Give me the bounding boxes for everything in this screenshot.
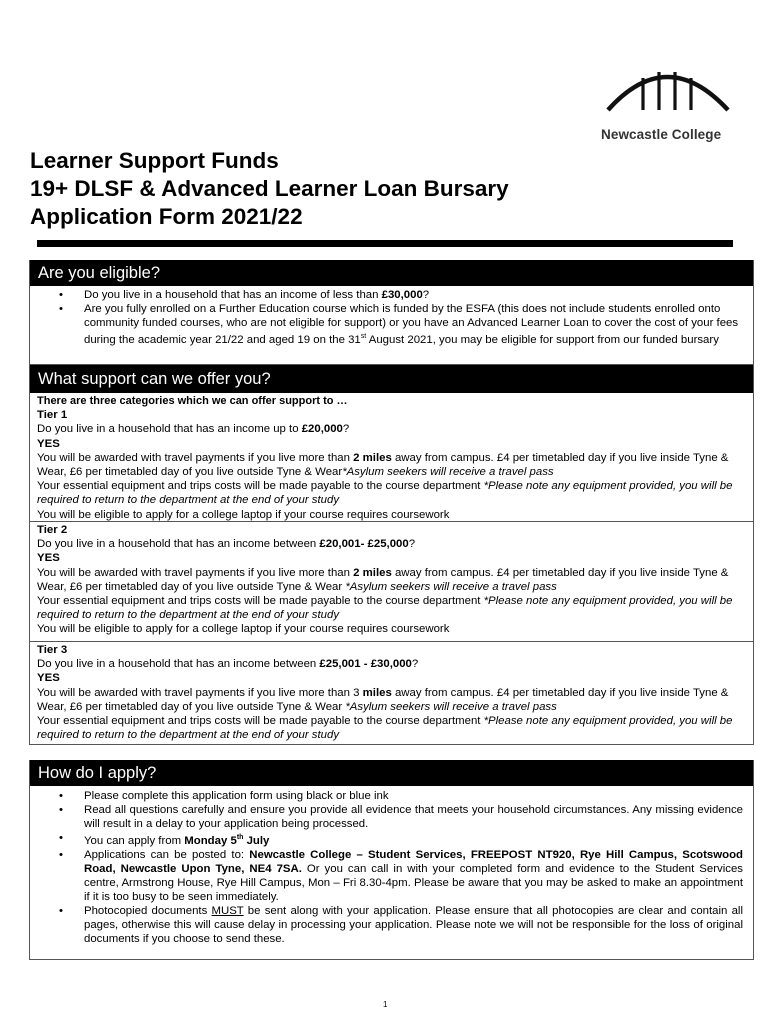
- eligibility-heading: Are you eligible?: [30, 260, 753, 286]
- tier-travel-text: You will be awarded with travel payments if you live more than 2 miles away from campus. £4 per timetabled day if you live inside Tyne & Wear, £6 per timetabled day of you live outside Tyne & Wear *Asylum seekers will receive a travel pass: [37, 566, 729, 593]
- tier-yes: YES: [37, 437, 60, 450]
- title-rule: [37, 240, 733, 247]
- tier-1-block: [30, 393, 753, 521]
- list-item: • Read all questions carefully and ensure you provide all evidence that meets your household circumstances. Any missing evidence will result in a delay to your application being processed.: [30, 803, 753, 831]
- list-item: • Are you fully enrolled on a Further Education course which is funded by the ESFA (this does not include students enrolled onto community funded courses, who are not eligible for support) or you have an Advanced Learner Loan to cover the cost of your fees during the academic year 21/22 and aged 19 on the 31st August 2021, you may be eligible for support from our funded bursary: [30, 302, 753, 347]
- title-line-1: Learner Support Funds: [30, 148, 279, 173]
- list-item: • You can apply from Monday 5th July: [30, 831, 753, 848]
- tier-laptop-text: You will be eligible to apply for a college laptop if your course requires coursework: [37, 623, 450, 636]
- tier-equipment-text: Your essential equipment and trips costs will be made payable to the course department *Please note any equipment provided, you will be required to return to the department at the end of your study: [37, 595, 733, 622]
- newcastle-college-logo: [598, 58, 740, 146]
- tier-name: Tier 1: [37, 409, 68, 422]
- tier-yes: YES: [37, 672, 60, 685]
- tier-name: Tier 2: [37, 524, 68, 536]
- eligibility-list: [30, 286, 753, 347]
- support-heading: What support can we offer you?: [30, 365, 753, 393]
- tier-question: Do you live in a household that has an income between £25,001 - £30,000?: [37, 658, 419, 671]
- logo-text: Newcastle College: [601, 127, 722, 142]
- page-title: [30, 147, 509, 231]
- apply-list: [30, 786, 753, 946]
- tier-travel-text: You will be awarded with travel payments if you live more than 2 miles away from campus. £4 per timetabled day if you live inside Tyne & Wear, £6 per timetabled day of you live outside Tyne & Wear*Asylum seekers will receive a travel pass: [37, 451, 729, 479]
- eligibility-section: [29, 260, 754, 365]
- list-item: • Please complete this application form using black or blue ink: [30, 789, 753, 803]
- title-line-2: 19+ DLSF & Advanced Learner Loan Bursary: [30, 176, 509, 201]
- apply-section: [29, 760, 754, 960]
- tier-laptop-text: You will be eligible to apply for a college laptop if your course requires coursework: [37, 508, 450, 521]
- tier-equipment-text: Your essential equipment and trips costs will be made payable to the course department *Please note any equipment provided, you will be required to return to the department at the end of your study: [37, 480, 733, 507]
- bridge-arch-icon: [604, 58, 734, 116]
- support-section: [29, 365, 754, 745]
- page-number: 1: [383, 1000, 388, 1009]
- tier-name: Tier 3: [37, 644, 68, 656]
- tier-3-block: [30, 641, 753, 745]
- tier-question: Do you live in a household that has an income up to £20,000?: [37, 423, 350, 436]
- tier-equipment-text: Your essential equipment and trips costs will be made payable to the course department *Please note any equipment provided, you will be required to return to the department at the end of your study: [37, 715, 733, 742]
- tier-2-block: [30, 521, 753, 641]
- list-item: • Do you live in a household that has an income of less than £30,000?: [30, 288, 753, 302]
- list-item: • Applications can be posted to: Newcastle College – Student Services, FREEPOST NT920, Rye Hill Campus, Scotswood Road, Newcastle Upon Tyne, NE4 7SA. Or you can call in with your completed form and evidence to the Student Services centre, Armstrong House, Rye Hill Campus, Mon – Fri 8.30-4pm. Please be aware that you may be asked to make an appointment if it is too busy to be seen immediately.: [30, 848, 753, 904]
- support-intro: There are three categories which we can offer support to …: [37, 395, 348, 407]
- apply-heading: How do I apply?: [30, 760, 753, 786]
- tier-question: Do you live in a household that has an income between £20,001- £25,000?: [37, 538, 416, 551]
- tier-travel-text: You will be awarded with travel payments if you live more than 3 miles away from campus. £4 per timetabled day if you live inside Tyne & Wear, £6 per timetabled day of you live outside Tyne & Wear *Asylum seekers will receive a travel pass: [37, 686, 729, 713]
- list-item: • Photocopied documents MUST be sent along with your application. Please ensure that all photocopies are clear and contain all pages, otherwise this will cause delay in processing your application. Please note we will not be responsible for the loss of original documents if you choose to send these.: [30, 904, 753, 946]
- title-line-3: Application Form 2021/22: [30, 204, 303, 229]
- tier-yes: YES: [37, 552, 60, 565]
